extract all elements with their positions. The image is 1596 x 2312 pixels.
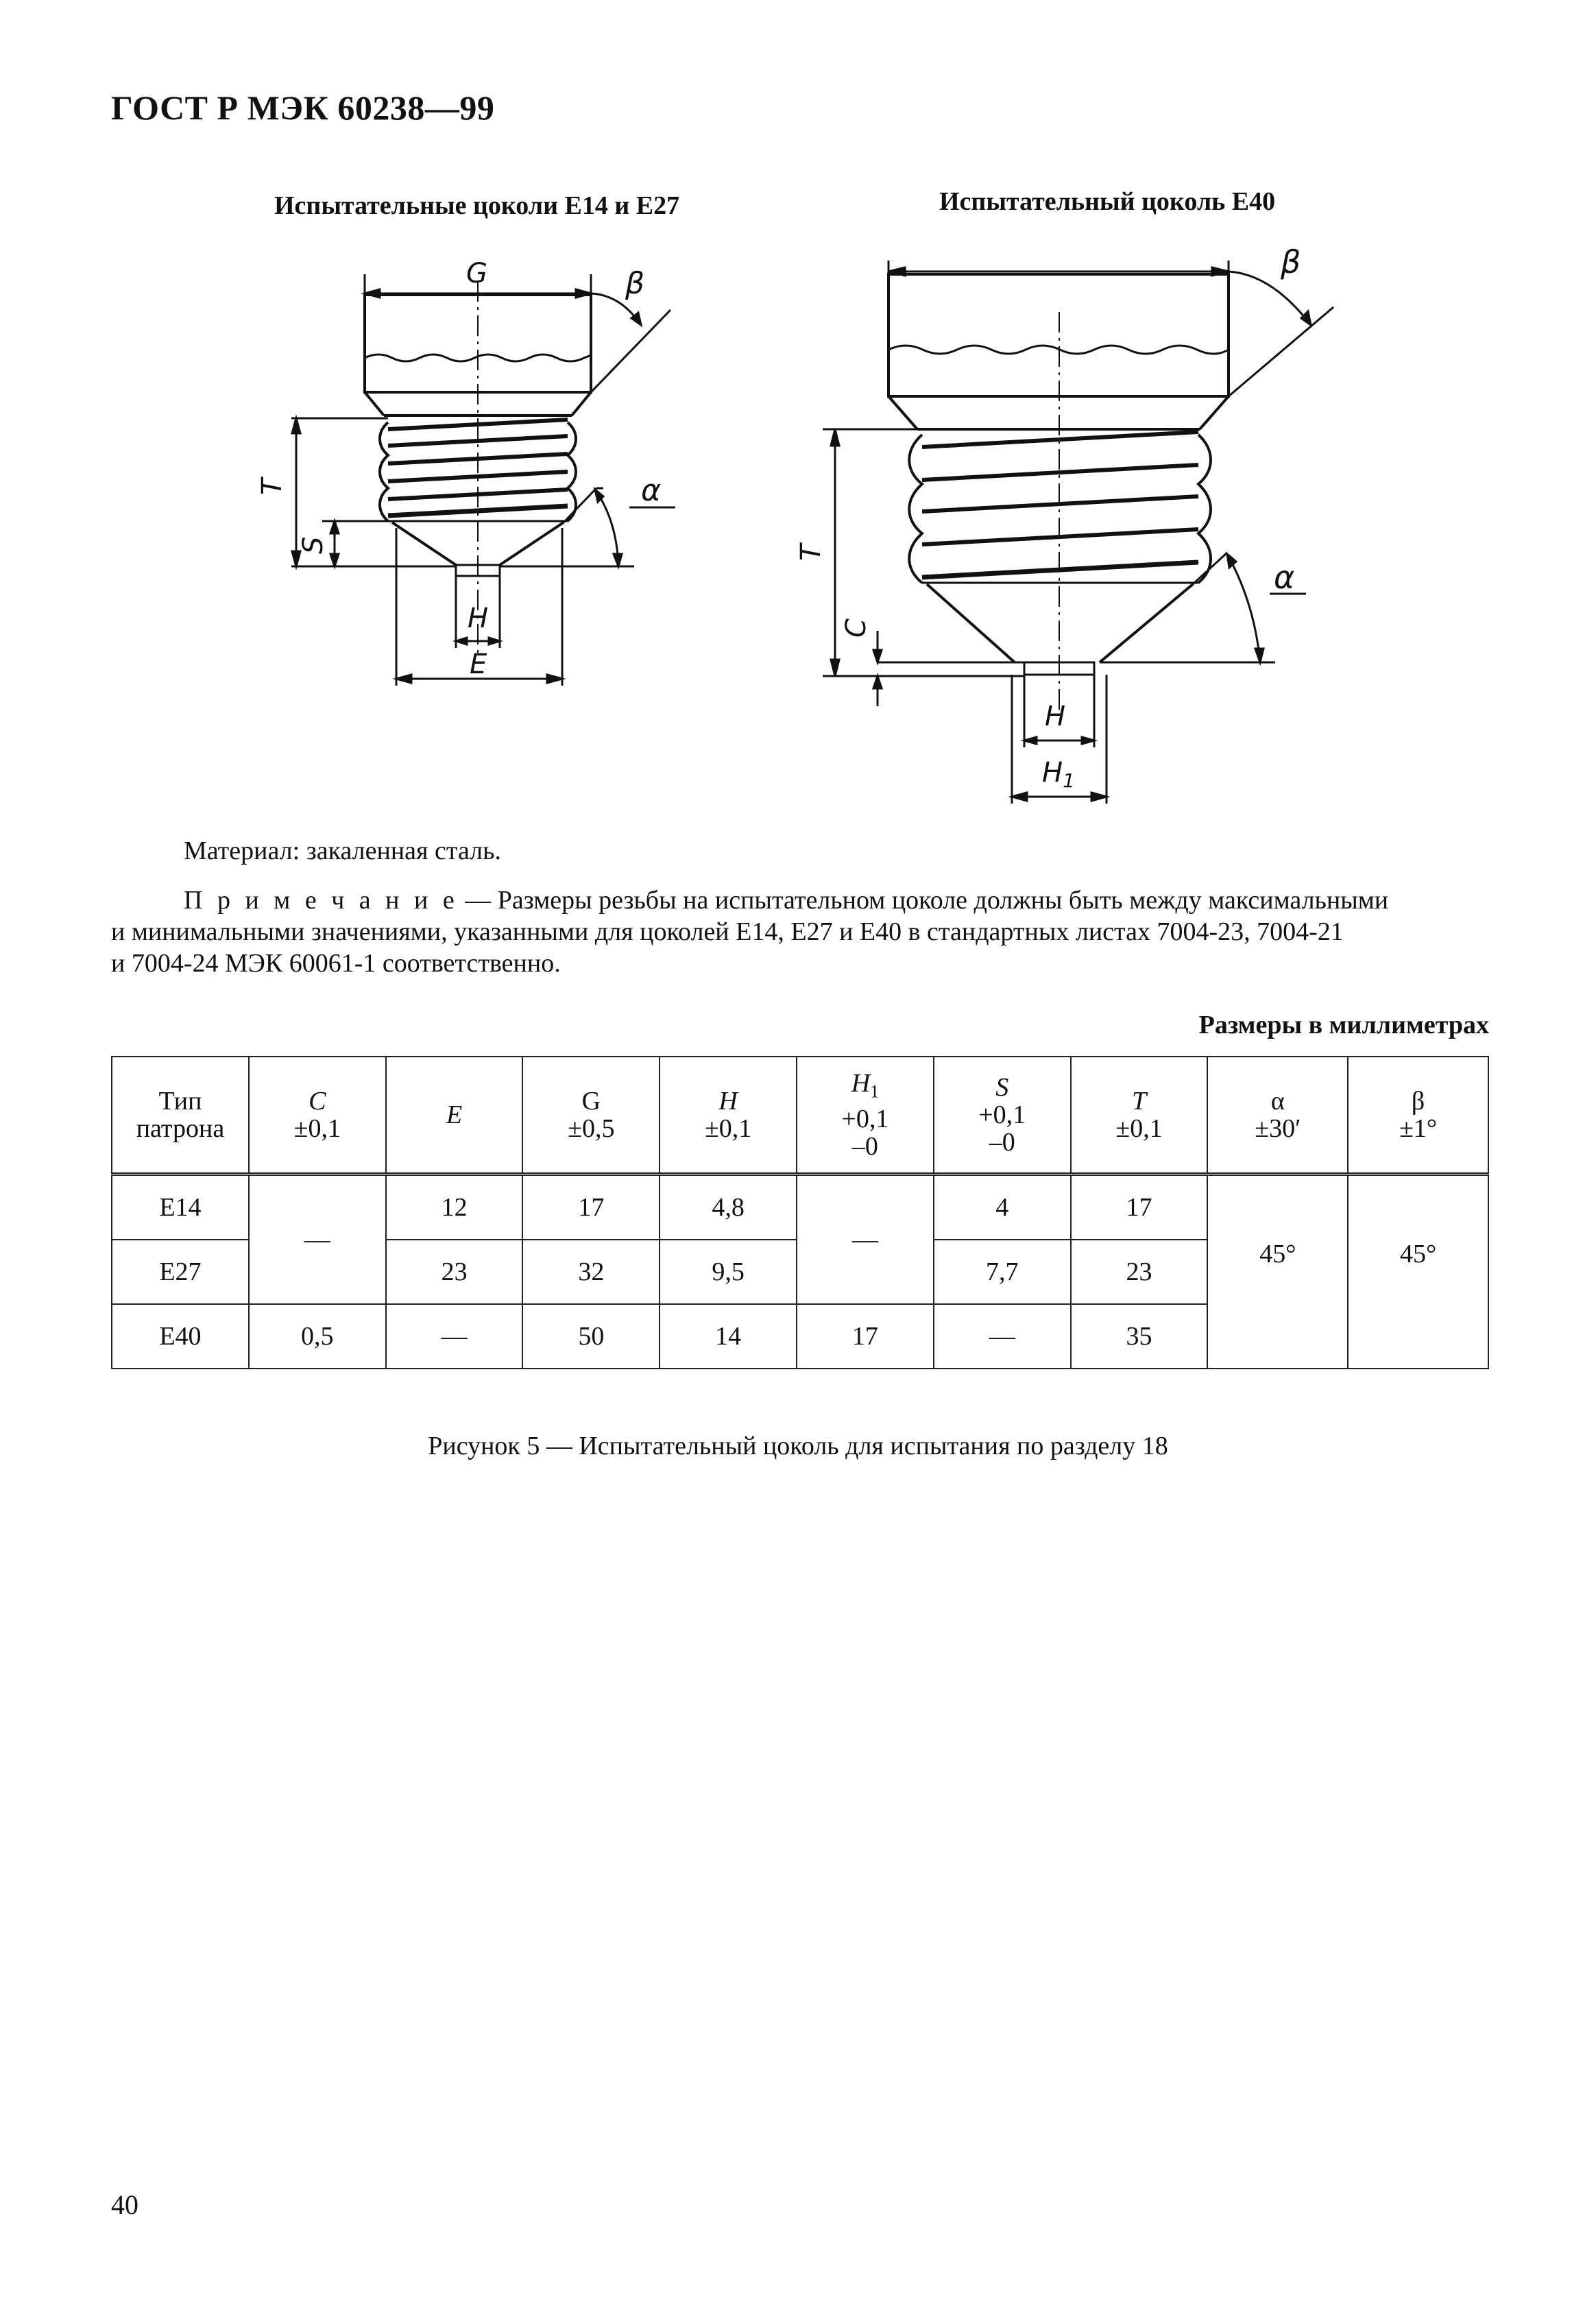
note-line-2: и минимальными значениями, указанными для цоколей Е14, Е27 и Е40 в стандартных листах 7004-23, 7004-21	[111, 917, 1344, 946]
material-text: Материал: закаленная сталь.	[184, 836, 501, 865]
cell-G: 50	[522, 1304, 660, 1369]
note-prefix: П р и м е ч а н и е	[184, 886, 459, 915]
header-C: C ±0,1	[249, 1057, 386, 1175]
dimensions-table	[111, 1056, 1489, 1369]
cell-H1: 17	[797, 1304, 934, 1369]
label-S: S	[298, 536, 329, 554]
cell-E: 12	[386, 1175, 523, 1240]
note-paragraph	[111, 884, 1489, 979]
units-note: Размеры в миллиметрах	[1198, 1011, 1489, 1039]
label-alpha: α	[641, 473, 662, 508]
cell-H1: —	[797, 1175, 934, 1305]
cell-T: 17	[1071, 1175, 1208, 1240]
header-E: E	[386, 1057, 523, 1175]
label-E: E	[470, 649, 487, 680]
cell-H: 4,8	[660, 1175, 797, 1240]
label-T: T	[256, 478, 288, 495]
header-type: Тип патрона	[112, 1057, 249, 1175]
cell-T: 23	[1071, 1240, 1208, 1304]
label-H-e40: H	[1045, 701, 1066, 732]
cell-type: Е14	[112, 1175, 249, 1240]
label-H1-e40: $H_1$	[1042, 757, 1075, 792]
header-beta: β ±1°	[1348, 1057, 1488, 1175]
note-line-3: и 7004-24 МЭК 60061-1 соответственно.	[111, 949, 561, 978]
header-alpha: α ±30′	[1207, 1057, 1348, 1175]
cell-S: —	[934, 1304, 1071, 1369]
cell-C: 0,5	[249, 1304, 386, 1369]
table-row	[112, 1175, 1488, 1240]
cell-E: 23	[386, 1240, 523, 1304]
cell-C: —	[249, 1175, 386, 1305]
cell-E: —	[386, 1304, 523, 1369]
figure-title-e40: Испытательный цоколь Е40	[939, 187, 1276, 216]
label-G: G	[466, 258, 487, 289]
cell-type: Е40	[112, 1304, 249, 1369]
label-alpha-e40: α	[1274, 559, 1295, 596]
label-C-e40: C	[841, 618, 872, 638]
cell-S: 4	[934, 1175, 1071, 1240]
figure-title-e14-e27: Испытательные цоколи Е14 и Е27	[274, 191, 680, 220]
cell-S: 7,7	[934, 1240, 1071, 1304]
label-beta: β	[625, 266, 645, 301]
header-G: G ±0,5	[522, 1057, 660, 1175]
document-header: ГОСТ Р МЭК 60238—99	[111, 88, 495, 127]
cell-G: 32	[522, 1240, 660, 1304]
dimensions-table-container	[111, 1056, 1489, 1369]
cell-H: 14	[660, 1304, 797, 1369]
header-H: H ±0,1	[660, 1057, 797, 1175]
label-T-e40: T	[795, 544, 827, 561]
note-line-1	[111, 884, 1489, 916]
cell-T: 35	[1071, 1304, 1208, 1369]
drawing-e40	[0, 0, 1440, 823]
figure-caption: Рисунок 5 — Испытательный цоколь для испытания по разделу 18	[428, 1432, 1168, 1460]
label-beta-e40: β	[1281, 243, 1301, 280]
cell-beta: 45°	[1348, 1175, 1488, 1369]
page-number: 40	[111, 2189, 138, 2220]
cell-G: 17	[522, 1175, 660, 1240]
cell-type: Е27	[112, 1240, 249, 1304]
header-H1: $H_1$ +0,1 –0	[797, 1057, 934, 1175]
cell-H: 9,5	[660, 1240, 797, 1304]
table-header-row	[112, 1057, 1488, 1175]
header-S: S +0,1 –0	[934, 1057, 1071, 1175]
note-line-1-text: — Размеры резьбы на испытательном цоколе должны быть между максимальными	[458, 886, 1389, 915]
header-T: T ±0,1	[1071, 1057, 1208, 1175]
label-H: H	[468, 603, 489, 634]
cell-alpha: 45°	[1207, 1175, 1348, 1369]
